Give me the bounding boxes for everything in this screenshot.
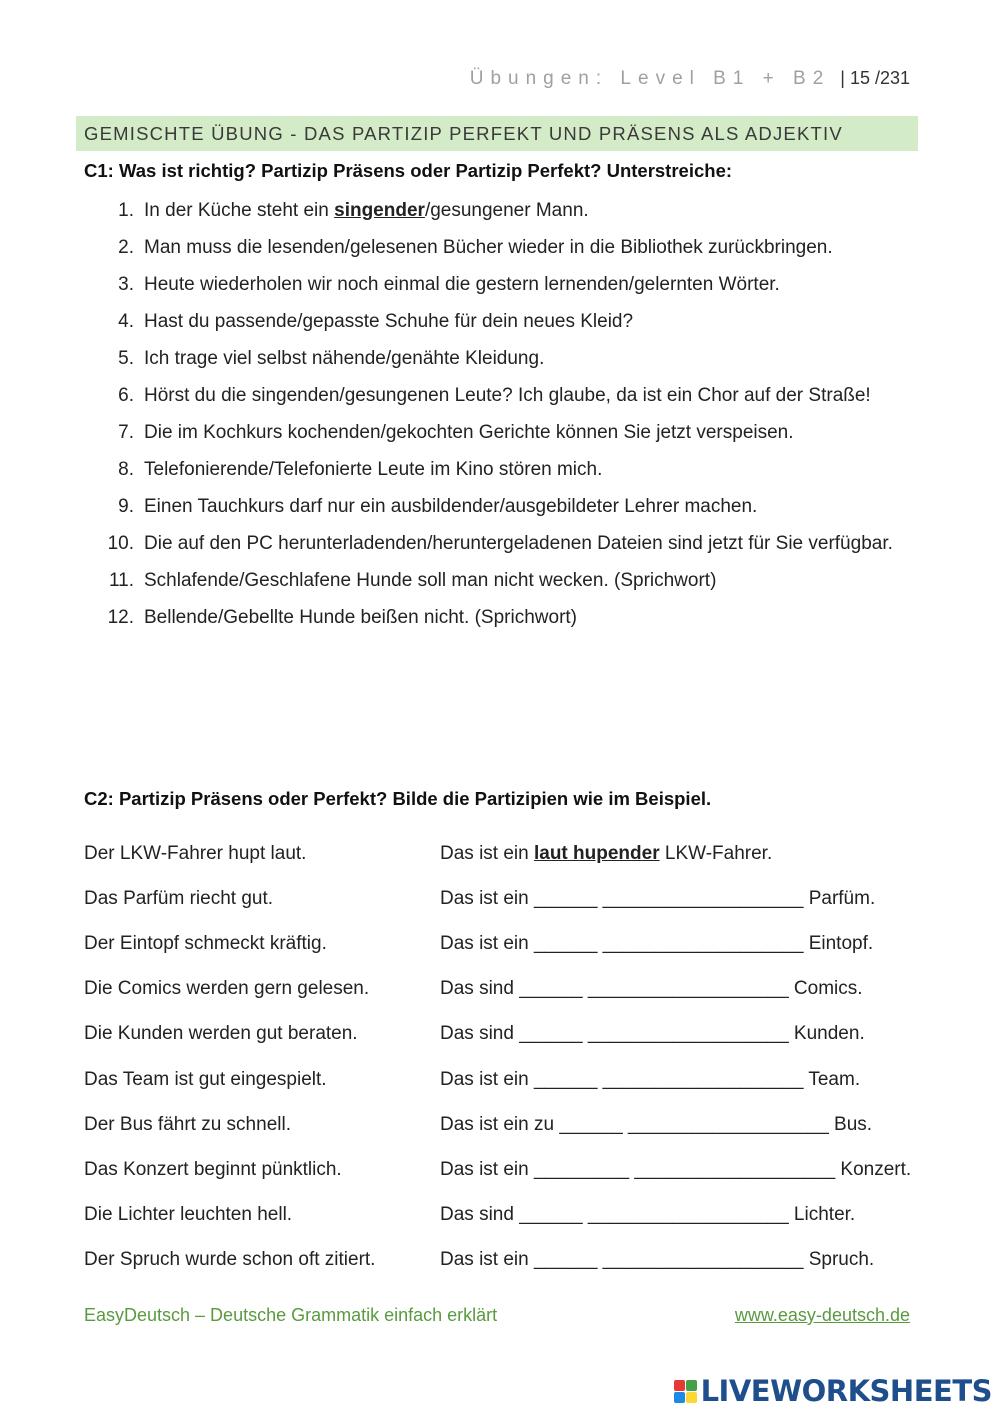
c1-item-number: 1. [118,200,134,221]
logo-square [686,1392,697,1403]
c1-item-text-pre: Hörst du die singenden/gesungenen Leute? Ich glaube, da ist ein Chor auf der Straße! [144,385,871,406]
level-label: Übungen: Level B1 + B2 [469,68,831,89]
c1-item-number: 11. [108,570,134,591]
c2-row [84,1147,911,1192]
c2-answer-blank[interactable] [440,1023,865,1045]
c2-answer-blank[interactable] [440,933,873,955]
c2-answer-pre: Das ist ein ______ ___________________ Spruch. [440,1249,875,1271]
c1-item-text-pre: In der Küche steht ein [144,200,335,221]
liveworksheets-logo-icon [674,1380,697,1403]
c1-item-text-pre: Schlafende/Geschlafene Hunde soll man nicht wecken. (Sprichwort) [144,570,717,591]
c2-sentence: Die Kunden werden gut beraten. [84,1023,358,1045]
logo-square [686,1380,697,1391]
c2-exercise-table [84,831,911,1283]
liveworksheets-text: LIVEWORKSHEETS [700,1374,992,1408]
c2-answer-pre: Das sind ______ ___________________ Kunden. [440,1023,865,1045]
c1-item-text[interactable] [144,377,924,414]
c1-item-number: 7. [118,422,134,443]
page-header [470,68,910,90]
c2-answer-pre: Das ist ein zu ______ ___________________ Bus. [440,1113,873,1135]
logo-square [674,1380,685,1391]
c1-item [84,266,924,303]
logo-square [674,1392,685,1403]
c2-row [84,1012,911,1057]
c1-item-text-pre: Bellende/Gebellte Hunde beißen nicht. (Sprichwort) [144,607,578,628]
c1-item [84,340,924,377]
c2-row [84,1102,911,1147]
c2-answer-blank[interactable] [440,1114,872,1136]
c2-answer-blank[interactable] [440,1249,874,1271]
c1-item-text-pre: Hast du passende/gepasste Schuhe für dein neues Kleid? [144,311,634,332]
c1-item [84,562,924,599]
c2-row [84,831,911,876]
c1-item-text[interactable] [144,599,924,636]
c1-item [84,488,924,525]
c1-item [84,192,924,229]
c1-item-number: 8. [118,459,134,480]
c1-item-text-pre: Heute wiederholen wir noch einmal die gestern lernenden/gelernten Wörter. [144,274,780,295]
c1-item-number: 6. [118,385,134,406]
c2-sentence: Das Team ist gut eingespielt. [84,1068,327,1090]
c2-answer-blank[interactable] [440,978,863,1000]
c1-item [84,525,924,562]
footer-brand: EasyDeutsch – Deutsche Grammatik einfach erklärt [84,1305,498,1325]
c2-answer-pre: Das ist ein _________ ___________________ Konzert. [440,1158,912,1180]
c1-item-text-pre: Einen Tauchkurs darf nur ein ausbildender/ausgebildeter Lehrer machen. [144,496,758,517]
c2-sentence: Das Konzert beginnt pünktlich. [84,1158,342,1180]
c2-answer-pre: Das ist ein [440,842,534,864]
c2-sentence: Der Eintopf schmeckt kräftig. [84,932,327,954]
c2-sentence: Der LKW-Fahrer hupt laut. [84,842,307,864]
c1-item-text-pre: Ich trage viel selbst nähende/genähte Kleidung. [144,348,545,369]
c1-item-text[interactable] [144,192,924,229]
c2-answer-pre: Das ist ein ______ ___________________ Eintopf. [440,932,874,954]
c1-item [84,599,924,636]
c2-row [84,1238,911,1283]
c2-sentence: Der Bus fährt zu schnell. [84,1113,291,1135]
c1-item-text-pre: Die auf den PC herunterladenden/heruntergeladenen Dateien sind jetzt für Sie verfügbar. [144,533,893,554]
c1-item [84,451,924,488]
c1-item-text-pre: Man muss die lesenden/gelesenen Bücher wieder in die Bibliothek zurückbringen. [144,237,833,258]
c1-title: C1: Was ist richtig? Partizip Präsens oder Partizip Perfekt? Unterstreiche: [84,160,733,181]
c2-title: C2: Partizip Präsens oder Perfekt? Bilde die Partizipien wie im Beispiel. [84,788,712,809]
c1-item-text[interactable] [144,525,924,562]
c2-answer-pre: Das ist ein ______ ___________________ Parfüm. [440,887,876,909]
page-number: | 15 /231 [840,68,910,88]
c1-item-text[interactable] [144,451,924,488]
c2-example-answer: laut hupender [533,842,660,864]
c1-item-number: 10. [107,533,134,554]
c1-item-text[interactable] [144,266,924,303]
c2-answer-pre: Das ist ein ______ ___________________ Team. [440,1068,861,1090]
c1-item-number: 3. [118,274,134,295]
c1-item-number: 2. [118,237,134,258]
liveworksheets-watermark [674,1374,992,1408]
c1-item-text[interactable] [144,488,924,525]
c1-item-text[interactable] [144,229,924,266]
c2-row [84,921,911,966]
c2-answer-blank[interactable] [440,888,875,910]
c2-row [84,1193,911,1238]
c2-sentence: Die Lichter leuchten hell. [84,1204,293,1226]
c1-item-text[interactable] [144,562,924,599]
c1-item-text-pre: Die im Kochkurs kochenden/gekochten Gerichte können Sie jetzt verspeisen. [144,422,794,443]
c1-item-text-post: /gesungener Mann. [424,200,589,221]
c2-sentence: Der Spruch wurde schon oft zitiert. [84,1249,376,1271]
c2-answer-blank[interactable] [440,1159,911,1181]
c2-row [84,967,911,1012]
c1-item [84,414,924,451]
c1-item-number: 5. [118,348,134,369]
c2-sentence: Die Comics werden gern gelesen. [84,978,370,1000]
c1-item-number: 12. [107,607,134,628]
c2-answer-blank[interactable] [440,1204,855,1226]
c2-answer-post: LKW-Fahrer. [659,842,773,864]
c1-item-text[interactable] [144,303,924,340]
c2-answer-blank[interactable] [440,1069,860,1091]
c1-item-number: 4. [118,311,134,332]
c2-answer-pre: Das sind ______ ___________________ Lichter. [440,1204,856,1226]
c1-item-answer: singender [334,200,425,221]
c1-item [84,229,924,266]
footer-link[interactable]: www.easy-deutsch.de [734,1305,910,1325]
c1-item [84,377,924,414]
c2-answer-pre: Das sind ______ ___________________ Comics. [440,978,863,1000]
c2-row [84,1057,911,1102]
c1-exercise-list [84,192,924,636]
c1-item-number: 9. [118,496,134,517]
c2-row [84,876,911,921]
c1-item-text[interactable] [144,414,924,451]
c1-item [84,303,924,340]
c2-answer-blank[interactable] [440,843,772,865]
section-banner: GEMISCHTE ÜBUNG - DAS PARTIZIP PERFEKT UND PRÄSENS ALS ADJEKTIV [76,116,918,151]
c1-item-text[interactable] [144,340,924,377]
c2-sentence: Das Parfüm riecht gut. [84,887,274,909]
c1-item-text-pre: Telefonierende/Telefonierte Leute im Kino stören mich. [144,459,603,480]
